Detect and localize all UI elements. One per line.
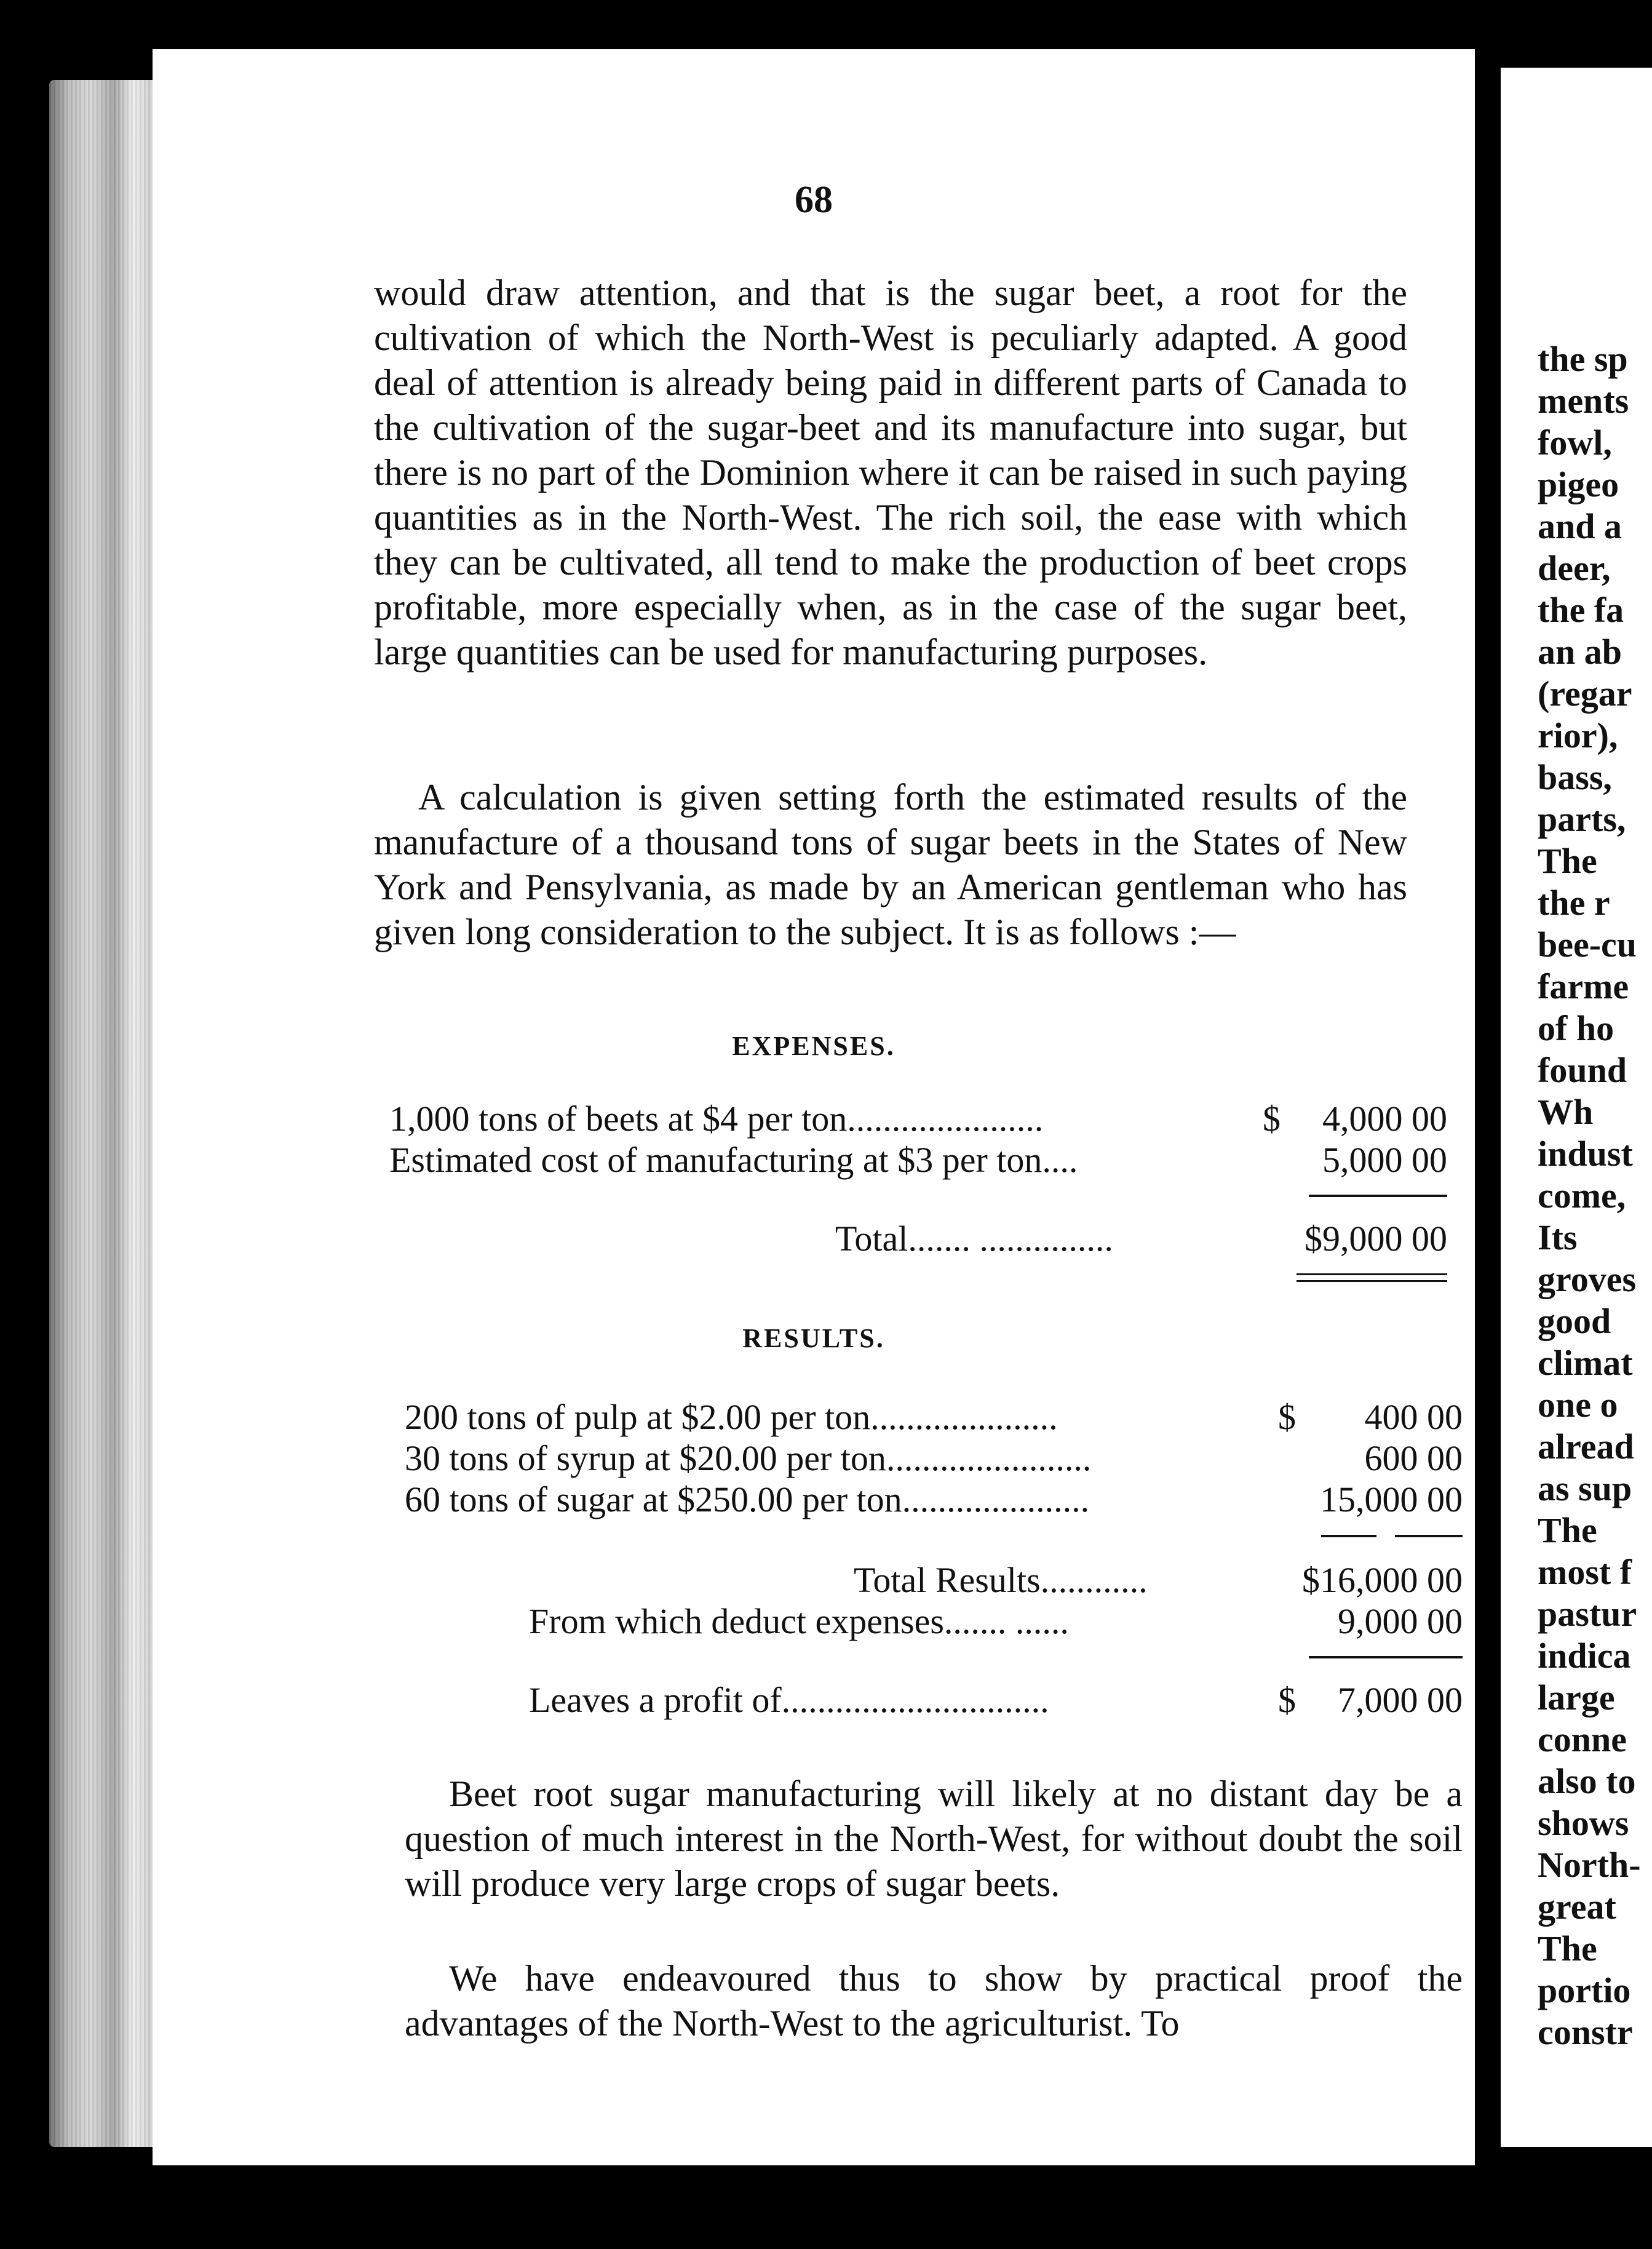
paragraph-sugar-beet: would draw attention, and that is the sugar beet, a root for the cultivation of which the North-West is peculiarly adapted. A good deal of attention is already being paid in different parts of Canada to the cultivation of the sugar-beet and its manufacture into sugar, but there is no part of the Dominion where it can be raised in such paying quantities as in the North-West. The rich soil, the ease with which they can be cultivated, all tend to make the production of beet crops profitable, more especially when, as in the case of the sugar beet, large quantities can be used for manufacturing purposes. [374, 273, 1407, 672]
results-total-label: Total Results............ [854, 1560, 1148, 1600]
right-line: farme [1538, 966, 1629, 1006]
right-line: The [1538, 1929, 1597, 1968]
right-line: Its [1538, 1217, 1578, 1257]
right-page-text-lines [1538, 338, 1652, 2053]
results-subtotal-rule-right [1395, 1535, 1463, 1537]
right-line: portio [1538, 1970, 1631, 2010]
result-amount: 600 00 [1364, 1438, 1463, 1478]
right-line: alread [1538, 1427, 1634, 1467]
right-line: North- [1538, 1845, 1641, 1885]
deduct-expenses-row [529, 1601, 1463, 1642]
right-line: an ab [1538, 632, 1622, 672]
right-line: also to [1538, 1761, 1636, 1801]
result-amount: 15,000 00 [1320, 1479, 1463, 1519]
book-spine-edge [49, 80, 154, 2147]
right-line: most f [1538, 1552, 1632, 1592]
result-row-sugar [405, 1479, 1463, 1520]
profit-rule [1309, 1656, 1463, 1658]
right-line: one o [1538, 1385, 1618, 1425]
expenses-heading: EXPENSES. [732, 1031, 895, 1061]
expenses-total-label: Total....... ............... [835, 1219, 1113, 1259]
right-line: rior), [1538, 715, 1618, 755]
right-line: The [1538, 1510, 1597, 1550]
right-line: the r [1538, 883, 1610, 923]
expense-dollar-sign: $ [1263, 1099, 1281, 1139]
expenses-total-amount: $9,000 00 [1305, 1219, 1447, 1259]
results-subtotal-rule-left [1321, 1535, 1376, 1537]
right-line: as sup [1538, 1468, 1632, 1508]
paragraph-conclusion: We have endeavoured thus to show by practical proof the advantages of the North-West to the agriculturist. To [405, 1958, 1463, 2044]
expense-label: Estimated cost of manufacturing at $3 per ton.... [389, 1140, 1078, 1180]
result-dollar-sign: $ [1278, 1397, 1296, 1437]
expense-row-manufacturing [389, 1139, 1447, 1180]
right-line: groves [1538, 1259, 1637, 1299]
expense-label: 1,000 tons of beets at $4 per ton...................... [389, 1099, 1044, 1139]
results-total-row [854, 1559, 1463, 1601]
profit-row [529, 1679, 1463, 1721]
right-page-fragment [1501, 68, 1652, 2147]
right-line: indica [1538, 1636, 1631, 1676]
deduct-expenses-amount: 9,000 00 [1338, 1601, 1463, 1641]
right-line: found [1538, 1050, 1627, 1090]
result-label: 60 tons of sugar at $250.00 per ton..................... [405, 1479, 1090, 1519]
profit-amount: 7,000 00 [1338, 1680, 1463, 1720]
right-line: good [1538, 1301, 1611, 1341]
page-number: 68 [795, 179, 833, 221]
right-line: The [1538, 841, 1597, 881]
paragraph-beet-root: Beet root sugar manufacturing will likely at no distant day be a question of much interest in the North-West, for without doubt the soil will produce very large crops of sugar beets. [405, 1773, 1463, 1904]
right-line: pastur [1538, 1594, 1637, 1634]
result-label: 30 tons of syrup at $20.00 per ton....................... [405, 1438, 1092, 1478]
expense-row-beets [389, 1098, 1447, 1139]
paragraph-calculation: A calculation is given setting forth the estimated results of the manufacture of a thousand tons of sugar beets in the States of New York and Pensylvania, as made by an American gentleman who has given long consideration to the subject. It is as follows :— [374, 777, 1407, 952]
right-line: the sp [1538, 339, 1628, 379]
right-line: (regar [1538, 674, 1632, 714]
profit-dollar-sign: $ [1278, 1680, 1296, 1720]
result-row-syrup [405, 1438, 1463, 1479]
right-line: conne [1538, 1719, 1627, 1759]
right-line: pigeo [1538, 464, 1619, 504]
right-line: bee-cu [1538, 925, 1637, 965]
right-line: indust [1538, 1134, 1633, 1174]
right-line: great [1538, 1887, 1616, 1927]
expenses-total-double-rule [1297, 1273, 1447, 1282]
right-line: come, [1538, 1176, 1626, 1216]
right-line: ments [1538, 381, 1629, 421]
right-line: the fa [1538, 590, 1624, 630]
deduct-expenses-label: From which deduct expenses....... ...... [529, 1601, 1069, 1641]
right-line: bass, [1538, 757, 1612, 797]
right-line: of ho [1538, 1008, 1614, 1048]
results-total-amount: $16,000 00 [1302, 1560, 1463, 1600]
right-line: parts, [1538, 799, 1626, 839]
right-line: Wh [1538, 1092, 1594, 1132]
right-line: shows [1538, 1803, 1629, 1843]
expense-amount: 4,000 00 [1322, 1099, 1447, 1139]
left-page [153, 49, 1475, 2165]
right-line: large [1538, 1678, 1615, 1718]
profit-label: Leaves a profit of.............................. [529, 1680, 1049, 1720]
result-amount: 400 00 [1364, 1397, 1463, 1437]
right-line: and a [1538, 506, 1622, 546]
expense-amount: 5,000 00 [1322, 1140, 1447, 1180]
right-line: deer, [1538, 548, 1611, 588]
result-row-pulp [405, 1396, 1463, 1438]
expenses-subtotal-rule [1309, 1195, 1447, 1197]
results-heading: RESULTS. [742, 1323, 885, 1353]
right-line: fowl, [1538, 423, 1612, 463]
right-line: climat [1538, 1343, 1633, 1383]
right-line: constr [1538, 2012, 1633, 2052]
result-label: 200 tons of pulp at $2.00 per ton..................... [405, 1397, 1058, 1437]
expenses-total-row [835, 1218, 1447, 1259]
